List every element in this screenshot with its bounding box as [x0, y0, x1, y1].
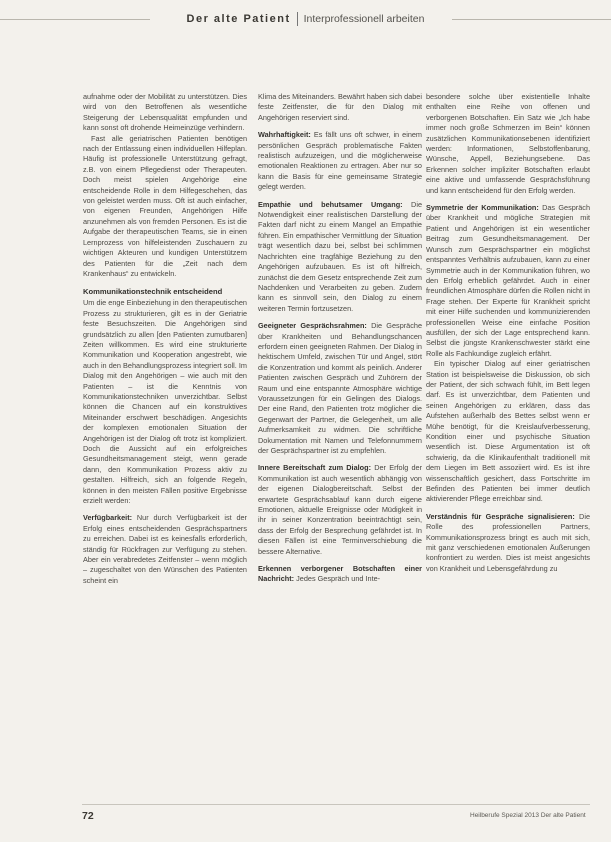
paragraph-lead: Wahrhaftigkeit: [258, 130, 311, 140]
paragraph-text: Die Gespräche über Krankheiten und Behandlungschancen erfordern einen geeigneten Rahmen. Der Dialog in hektischem Umfeld, zwischen Tür und Angel, stört die Konzentration und kommt als peinlich. Anderer Patienten zwischen Gespräch und Zuhörern der Raum und eine entspannte Atmosphäre wichtige Voraussetzungen für ein Gelingen des Dialogs. Der eine Rand, den Patienten trotz möglicher die Gegenwart der Partner, die Gelegenheit, um alle Aufmerksamkeit zu widmen. Die schriftliche Dokumentation mit Namen und Telefonnummern der Gesprächspartner ist zu empfehlen. [258, 321, 422, 455]
text-column-2 [258, 92, 422, 782]
paragraph-text: Es fällt uns oft schwer, in einem persönlichen Gespräch problematische Fakten realistisch aufzuzeigen, und die möglicherweise emotionalen Reaktionen zu ertragen. Aber nur so kann die Basis für eine gemeinsame Strategie gelegt werden. [258, 130, 422, 192]
section-title: Der alte Patient [186, 13, 291, 25]
journal-name: Heilberufe Spezial 2013 Der alte Patient [470, 812, 586, 819]
paragraph-text: Die Notwendigkeit einer realistischen Darstellung der Fakten darf nicht zu einem Mangel an Empathie führen. Ein empathischer Vermittlung der Situation trägt wesentlich dazu bei, selbst bei schlimmen Nachrichten eine tragfähige Beziehung zu den Angehörigen aufzubauen. Es ist oft hilfreich, zunächst die dem Gesetz entsprechende Zeit zum Nachdenken und Verarbeiten zu geben. Zudem kann es sinnvoll sein, den Dialog zu einem weiteren Termin fortzusetzen. [258, 199, 422, 313]
paragraph-lead: Verfügbarkeit: [83, 513, 133, 523]
paragraph-lead: Symmetrie der Kommunikation: [426, 203, 539, 213]
paragraph-lead: Innere Bereitschaft zum Dialog: [258, 463, 372, 473]
paragraph: aufnahme oder der Mobilität zu unterstützen. Dies wird von den Betroffenen als wesentliche Steigerung der Lebensqualität empfunden und kann sonst oft drohende Heimeinzüge verhindern. [83, 92, 247, 133]
paragraph-lead: Geeigneter Gesprächsrahmen: [258, 321, 367, 331]
subheading: Kommunikationstechnik entscheidend [83, 287, 223, 297]
paragraph [258, 200, 422, 314]
paragraph: Ein typischer Dialog auf einer geriatrischen Station ist beispielsweise die Diskussion, ob sich der Patient, der sich schwach fühlt, im Bett legen darf. Es ist unverzichtbar, dem Patienten und seinen Angehörigen zu erklären, dass das Aufstehen außerhalb des Bettes selbst wenn er Mühe benötigt, für die Kreislaufverbesserung, Kondition einer und psychische Situation wesentlich ist. Diese Argumentation ist oft schwierig, da die Klinikaufenthalt traditionell mit dem Liegen im Bett assoziiert wird. Es ist ihre wissenschaftlich gesichert, dass Fortschritte im Befinden des Patienten bei immer deutlich aktivierender Pflege erreichbar sind. [426, 359, 590, 504]
paragraph-text: Der Erfolg der Kommunikation ist auch wesentlich abhängig von der eigenen Dialogbereitschaft. Selbst der erwartete Gesprächsablauf kann durch eigene Emotionen, aktuelle Ereignisse oder Müdigkeit in ihr in seiner Konzentration beeinträchtigt sein, dass der Erfolg der Besprechung gefährdet ist. In diesen Fällen ist eine Terminverschiebung die bessere Alternative. [258, 463, 422, 556]
paragraph-text: Jedes Gespräch und Inte- [296, 574, 381, 584]
paragraph [426, 203, 590, 359]
footer-rule [82, 804, 590, 805]
header-rule-left [0, 19, 150, 20]
paragraph-text: Das Gespräch über Krankheit und mögliche Strategien mit Patient und Angehörigen ist ein wesentlicher Beitrag zum Gesundheitsmanagement. Der Wunsch zum Gesprächspartner ein möglichst entspanntes Verhältnis aufzubauen, kann zu einer Symmetrie auch in der Kommunikation führen, wo den Erfolg erheblich gefährdet. Auch in einer freundlichen Atmosphäre dürfen die Rollen nicht in Frage stehen. Der Experte für Krankheit spricht mit einer Hilfe suchenden und kommunizierenden professionellen Weise eine einfache Position ausfüllen, der sich der Lage entsprechend kann. Selbst die jüngste Krankenschwester stärkt eine Rolle als Fachkundige zugleich erfährt. [426, 203, 590, 358]
paragraph: besondere solche über existentielle Inhalte enthalten eine Reihe von offenen und verborgenen Botschaften. Ein Satz wie „Ich habe immer noch große Schmerzen im Bein“ können zusätzlichen Kommunikationsebenen identifiziert werden: Informationen, Selbstoffenbarung, Wünsche, Appell, Beziehungsebene. Das Erkennen solcher impliziter Botschaften erlaubt eine aktive und umfassende Gesprächsführung und kann entscheidend für den Erfolg werden. [426, 92, 590, 195]
paragraph-lead: Erkennen verborgener Botschaften einer Nachricht: [258, 564, 422, 584]
header-rule-right [452, 19, 611, 20]
paragraph [426, 512, 590, 574]
paragraph [258, 321, 422, 456]
header-divider [297, 12, 298, 26]
paragraph: Klima des Miteinanders. Bewährt haben sich dabei feste Zeitfenster, die für den Dialog mit Angehörigen reserviert sind. [258, 92, 422, 122]
paragraph [258, 463, 422, 557]
section-subtitle: Interprofessionell arbeiten [303, 13, 425, 25]
paragraph [83, 513, 247, 586]
paragraph [258, 564, 422, 585]
text-column-1 [83, 92, 247, 782]
paragraph: Fast alle geriatrischen Patienten benötigen nach der Entlassung einen individuellen Hilfeplan. Häufig ist professionelle Unterstützung gefragt, z.B. von einem Pflegedienst oder Therapeuten. Doch meist spielen Angehörige eine entscheidende Rolle in dem Hilfegeschehen, das von geleistet werden muss. Oft ist auch einfacher, von eigenen Freunden, Angehörigen Hilfe anzunehmen als von fremden Personen. Es ist die Aufgabe der therapeutischen Teams, sie in einen Lernprozess von hilfeleistenden Zuschauern zu wichtigen Akteuren und kundigen Unterstützern des Patienten für die „Zeit nach dem Krankenhaus“ zu entwickeln. [83, 133, 247, 278]
paragraph-lead: Empathie und behutsamer Umgang: [258, 199, 403, 209]
paragraph [258, 130, 422, 192]
paragraph-text: Nur durch Verfügbarkeit ist der Erfolg eines entscheidenden Gesprächspartners zu erreichen. Dabei ist es keinesfalls erforderlich, ständig für Rückfragen zur Verfügung zu stehen. Aber ein verabredetes Zeitfenster – wenn möglich – zugeschaltet von den Wünschen des Patienten scheint ein [83, 513, 247, 585]
paragraph-text: Die Rolle des professionellen Partners, Kommunikationsprozess bringt es auch mit sich, mit ganz verschiedenen emotionalen Äußerungen konfrontiert zu werden. Dies ist meist angesichts von Krankheit und Lebensgefährdung zu [426, 511, 590, 573]
text-column-3 [426, 92, 590, 782]
page-header [0, 6, 611, 32]
paragraph-lead: Verständnis für Gespräche signalisieren: [426, 511, 575, 521]
page-number: 72 [82, 810, 94, 822]
paragraph: Um die enge Einbeziehung in den therapeutischen Prozess zu strukturieren, gilt es in der Geriatrie feste Besuchszeiten. Die Angehörigen sind grundsätzlich zu allen [den Patienten zumutbaren] Zeiten willkommen. Es wird eine strukturierte Kommunikation und Kooperation angestrebt, wie auch in den Behandlungsprozess integriert soll. Im Dialog mit den Angehörigen – wie auch mit den Patienten – ist die Kenntnis von Kommunikationstechniken unverzichtbar. Selbst können die Chancen auf ein konstruktives Miteinander erschwert beschädigen. Angesichts der komplexen emotionalen Situation der Angehörigen ist der Dialog oft trotz ist kompliziert. Doch die Aussicht auf ein erfolgreiches Gesundheitsmanagement steigt, wenn gerade dann, den Kommunikation Prozess aktiv zu gestalten. Hilfreich, sich an folgende Regeln, können in den meisten Fällen positive Ergebnisse erzielt werden: [83, 298, 247, 506]
